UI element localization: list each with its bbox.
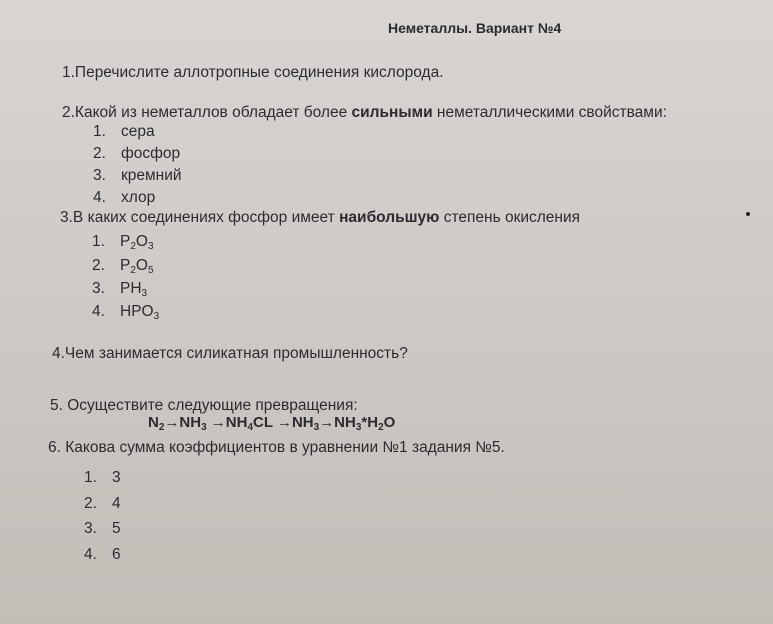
question-2-text-start: 2.Какой из неметаллов обладает более xyxy=(62,104,352,121)
question-4: 4.Чем занимается силикатная промышленность? xyxy=(52,345,408,362)
question-2-text-end: неметаллическими свойствами: xyxy=(432,104,667,121)
page-title: Неметаллы. Вариант №4 xyxy=(388,20,562,36)
question-2-option-2: 2. фосфор xyxy=(93,145,181,162)
question-2 xyxy=(62,104,667,122)
question-6-option-4: 4. 6 xyxy=(84,546,121,563)
question-3-option-3: 3. $PH_3$ xyxy=(92,280,148,299)
question-3-option-4: 4. $HPO_3$ xyxy=(92,303,160,322)
question-6-option-2: 2. 4 xyxy=(84,495,121,512)
question-6: 6. Какова сумма коэффициентов в уравнении №1 задания №5. xyxy=(48,439,505,456)
question-2-option-1: 1. сера xyxy=(93,123,155,140)
question-3-emphasis: наибольшую xyxy=(339,209,440,226)
question-3-option-1: 1. $P_2O_3$ xyxy=(92,233,154,252)
question-2-option-3: 3. кремний xyxy=(93,167,182,184)
question-1: 1.Перечислите аллотропные соединения кислорода. xyxy=(62,64,444,81)
question-3 xyxy=(60,209,580,227)
question-3-text-start: 3.В каких соединениях фосфор имеет xyxy=(60,209,340,226)
question-3-option-2: 2. $P_2O_5$ xyxy=(92,257,154,276)
question-2-option-4: 4. хлор xyxy=(93,189,156,206)
question-6-option-1: 1. 3 xyxy=(84,469,121,486)
question-3-text-end: степень окисления xyxy=(439,209,581,226)
ink-dot xyxy=(746,212,750,216)
question-6-option-3: 3. 5 xyxy=(84,520,121,537)
question-5: 5. Осуществите следующие превращения: xyxy=(50,397,358,414)
reaction-chain: $N_2\to NH_3 \to NH_4CL \to NH_3\to NH_3*H_2O$ xyxy=(148,414,396,433)
question-2-emphasis: сильными xyxy=(351,104,433,121)
